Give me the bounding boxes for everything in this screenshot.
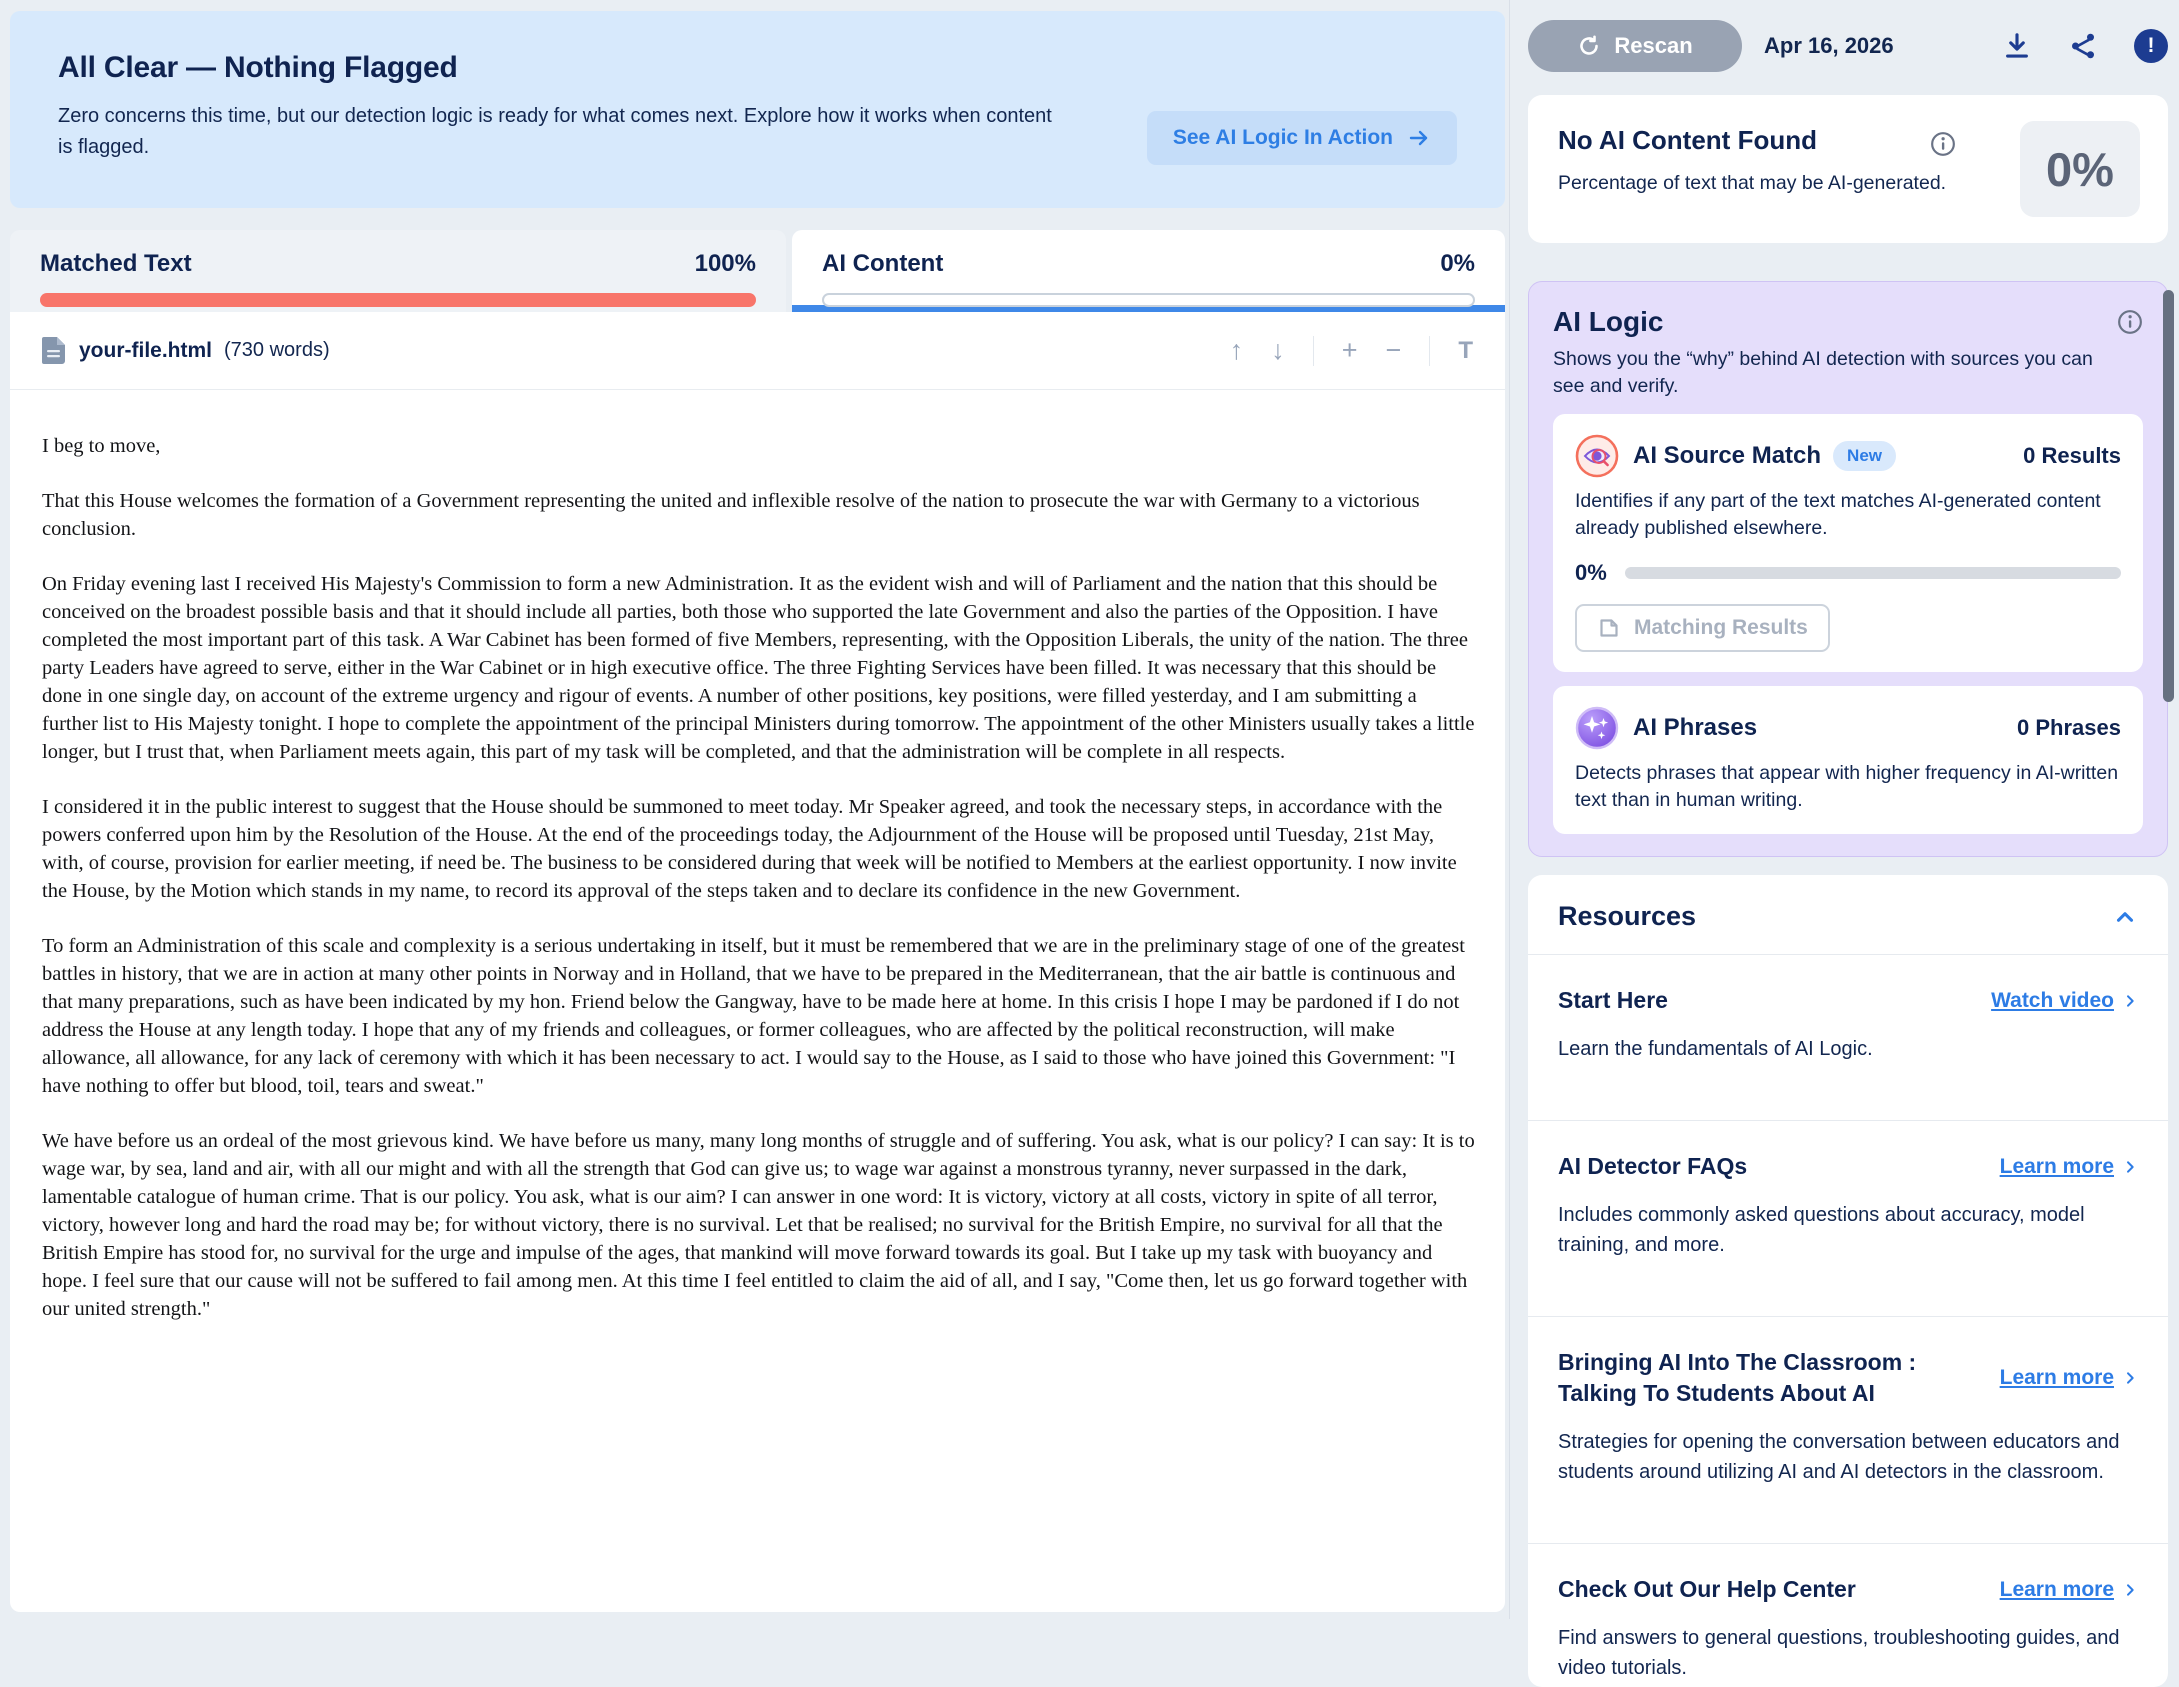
- resource-description: Learn the fundamentals of AI Logic.: [1558, 1038, 1873, 1060]
- new-badge: New: [1833, 441, 1896, 471]
- rescan-label: Rescan: [1614, 33, 1693, 58]
- see-ai-logic-button[interactable]: [1147, 111, 1457, 165]
- matched-text-progress-bar: [40, 293, 756, 307]
- learn-more-link[interactable]: [2000, 1366, 2138, 1390]
- ai-phrases-icon: [1575, 706, 1619, 750]
- document-header: [10, 312, 1505, 390]
- resource-title: Start Here: [1558, 987, 1668, 1013]
- link-label: Learn more: [1999, 1154, 2114, 1178]
- sidebar-scrollbar-thumb[interactable]: [2163, 290, 2174, 702]
- all-clear-banner: [10, 11, 1505, 208]
- ai-phrases-count: 0 Phrases: [2017, 715, 2121, 740]
- info-icon[interactable]: [2117, 309, 2143, 335]
- score-description: Percentage of text that may be AI-generated.: [1558, 172, 1947, 194]
- learn-more-link[interactable]: [2000, 1578, 2138, 1602]
- ai-phrases-card: [1553, 686, 2143, 834]
- cta-label: See AI Logic In Action: [1172, 126, 1393, 149]
- ai-score-card: [1528, 95, 2168, 243]
- ai-logic-title: AI Logic: [1553, 306, 1664, 337]
- toolbar-divider: [1429, 336, 1430, 366]
- ai-logic-card: [1528, 281, 2168, 857]
- scroll-down-icon[interactable]: ↓: [1271, 335, 1285, 365]
- tab-ai-content[interactable]: [792, 230, 1505, 312]
- tab-matched-text[interactable]: [10, 230, 786, 312]
- ai-logic-description: Shows you the “why” behind AI detection with sources you can see and verify.: [1553, 348, 2093, 397]
- resource-title: Bringing AI Into The Classroom : Talking To Students About AI: [1558, 1349, 1917, 1406]
- report-tabs: [10, 230, 1505, 312]
- file-icon: [42, 337, 65, 364]
- matching-results-label: Matching Results: [1634, 616, 1808, 639]
- refresh-icon: [1577, 34, 1601, 58]
- arrow-right-icon: [1407, 126, 1431, 150]
- alert-icon[interactable]: [2134, 29, 2168, 63]
- score-title: No AI Content Found: [1558, 125, 1817, 155]
- rescan-button[interactable]: [1528, 20, 1742, 72]
- resources-title: Resources: [1558, 901, 1697, 931]
- alert-glyph: !: [2134, 29, 2168, 63]
- page-icon: [1597, 616, 1621, 640]
- share-icon[interactable]: [2068, 31, 2098, 61]
- resources-card: [1528, 875, 2168, 1687]
- resource-item-start-here: [1558, 955, 2138, 1098]
- resource-description: Includes commonly asked questions about accuracy, model training, and more.: [1558, 1204, 2085, 1256]
- right-sidebar: [1528, 0, 2168, 1687]
- document-panel: [10, 312, 1505, 1612]
- link-label: Learn more: [1999, 1577, 2114, 1601]
- file-name: your-file.html: [79, 338, 213, 362]
- doc-paragraph: That this House welcomes the formation of a Government representing the united and inflexible resolve of the nation to prosecute the war with Germany to a victorious conclusion.: [42, 490, 1420, 540]
- download-icon[interactable]: [2002, 31, 2032, 61]
- doc-paragraph: I considered it in the public interest to suggest that the House should be summoned to meet today. Mr Speaker agreed, and took the necessary steps, in accordance with the powers conferred upon him by the Resolution of the House. At the end of the proceedings today, the Adjournment of the House will be proposed until Tuesday, 21st May, with, of course, provision for earlier meeting, if need be. The business to be considered during that week will be notified to Members at the earliest opportunity. I now invite the House, by the Motion which stands in my name, to record its approval of the steps taken and to declare its confidence in the new Government.: [42, 796, 1457, 902]
- banner-title: All Clear — Nothing Flagged: [58, 51, 458, 84]
- doc-paragraph: I beg to move,: [42, 435, 161, 457]
- resource-item-faqs: [1558, 1121, 2138, 1294]
- ai-content-percent: 0%: [1440, 250, 1475, 277]
- source-match-progress-track: [1625, 567, 2121, 579]
- text-size-icon[interactable]: T: [1458, 336, 1473, 364]
- doc-paragraph: On Friday evening last I received His Majesty's Commission to form a new Administration. It as the evident wish and will of Parliament and the nation that this should be conceived on the broadest possible basis and that it should include all parties, both those who supported the late Government and also the parties of the Opposition. I have completed the most important part of this task. A War Cabinet has been formed of five Members, representing, with the Opposition Liberals, the unity of the nation. The three party Leaders have agreed to serve, either in the War Cabinet or in high executive office. The three Fighting Services have been filled. It was necessary that this should be done in one single day, on account of the extreme urgency and rigour of events. A number of other positions, key positions, were filled yesterday, and I am submitting a further list to His Majesty tonight. I hope to complete the appointment of the principal Ministers during tomorrow. The appointment of the other Ministers usually takes a little longer, but I trust that, when Parliament meets again, this part of my task will be completed, and that the administration will be complete in all respects.: [42, 573, 1475, 763]
- resource-title: AI Detector FAQs: [1558, 1153, 1748, 1179]
- chevron-up-icon[interactable]: [2112, 904, 2138, 930]
- source-match-description: Identifies if any part of the text matches AI-generated content already published elsewhere.: [1575, 490, 2101, 539]
- zoom-in-icon[interactable]: +: [1341, 335, 1358, 365]
- matching-results-button[interactable]: [1575, 604, 1830, 652]
- matched-text-percent: 100%: [694, 250, 756, 277]
- source-match-title: AI Source Match: [1633, 442, 1822, 469]
- doc-paragraph: We have before us an ordeal of the most grievous kind. We have before us many, many long months of struggle and of suffering. You ask, what is our policy? I can say: It is to wage war, by sea, land and air, with all our might and with all the strength that God can give us; to wage war against a monstrous tyranny, never surpassed in the dark, lamentable catalogue of human crime. That is our policy. You ask, what is our aim? I can answer in one word: It is victory, victory at all costs, victory in spite of all terror, victory, however long and hard the road may be; for without victory, there is no survival. Let that be realised; no survival for the British Empire, no survival for all that the British Empire has stood for, no survival for the urge and impulse of the ages, that mankind will move forward towards its goal. But I take up my task with buoyancy and hope. I feel sure that our cause will not be suffered to fail among men. At this time I feel entitled to claim the aid of all, and I say, "Come then, let us go forward together with our united strength.": [42, 1130, 1475, 1320]
- watch-video-link[interactable]: [1991, 989, 2138, 1013]
- resource-title: Check Out Our Help Center: [1558, 1576, 1856, 1602]
- banner-description: Zero concerns this time, but our detection logic is ready for what comes next. Explore how it works when content is flagged.: [58, 105, 1052, 158]
- source-match-progress: [1575, 560, 2121, 586]
- ai-percentage-value: 0%: [2020, 121, 2140, 217]
- report-icons: [2002, 29, 2168, 63]
- ai-content-progress-bar: [822, 293, 1475, 307]
- doc-paragraph: To form an Administration of this scale and complexity is a serious undertaking in itself, but it must be remembered that we are in the preliminary stage of one of the greatest battles in history, that we are in action at many other points in Norway and in Holland, that we have to be prepared in the Mediterranean, that the air battle is continuous and that many preparations, such as have been indicated by my hon. Friend below the Gangway, have to be made here at home. In this crisis I hope I may be pardoned if I do not address the House at any length today. I hope that any of my friends and colleagues, or former colleagues, who are affected by the political reconstruction, will make allowance, all allowance, for any lack of ceremony with which it has been necessary to act. I would say to the House, as I said to those who have joined this Government: "I have nothing to offer but blood, toil, tears and sweat.": [42, 935, 1465, 1097]
- resource-item-help-center: [1558, 1544, 2138, 1687]
- ai-content-label: AI Content: [822, 250, 944, 277]
- source-match-percent: 0%: [1575, 560, 1607, 585]
- resource-item-classroom: [1558, 1317, 2138, 1521]
- matched-text-label: Matched Text: [40, 250, 192, 277]
- resource-description: Strategies for opening the conversation between educators and students around utilizing AI and AI detectors in the classroom.: [1558, 1431, 2120, 1483]
- ai-source-match-icon: [1575, 434, 1619, 478]
- ai-phrases-description: Detects phrases that appear with higher frequency in AI-written text than in human writing.: [1575, 762, 2119, 811]
- info-icon[interactable]: [1930, 131, 1956, 157]
- word-count: (730 words): [224, 339, 330, 361]
- document-text: [10, 390, 1505, 1323]
- document-toolbar: [1230, 336, 1473, 366]
- panel-divider: [1509, 0, 1510, 1619]
- scan-date: Apr 16, 2026: [1764, 33, 1894, 58]
- ai-source-match-card: [1553, 414, 2143, 672]
- ai-phrases-title: AI Phrases: [1633, 714, 1758, 741]
- source-match-results: 0 Results: [2023, 443, 2121, 468]
- resource-description: Find answers to general questions, troubleshooting guides, and video tutorials.: [1558, 1627, 2120, 1679]
- report-actions-row: [1528, 20, 2168, 72]
- main-column: [10, 11, 1505, 1612]
- link-label: Learn more: [1999, 1366, 2114, 1389]
- toolbar-divider: [1313, 336, 1314, 366]
- learn-more-link[interactable]: [2000, 1155, 2138, 1179]
- zoom-out-icon[interactable]: −: [1385, 335, 1402, 365]
- scroll-up-icon[interactable]: ↑: [1229, 335, 1244, 365]
- link-label: Watch video: [1991, 988, 2114, 1012]
